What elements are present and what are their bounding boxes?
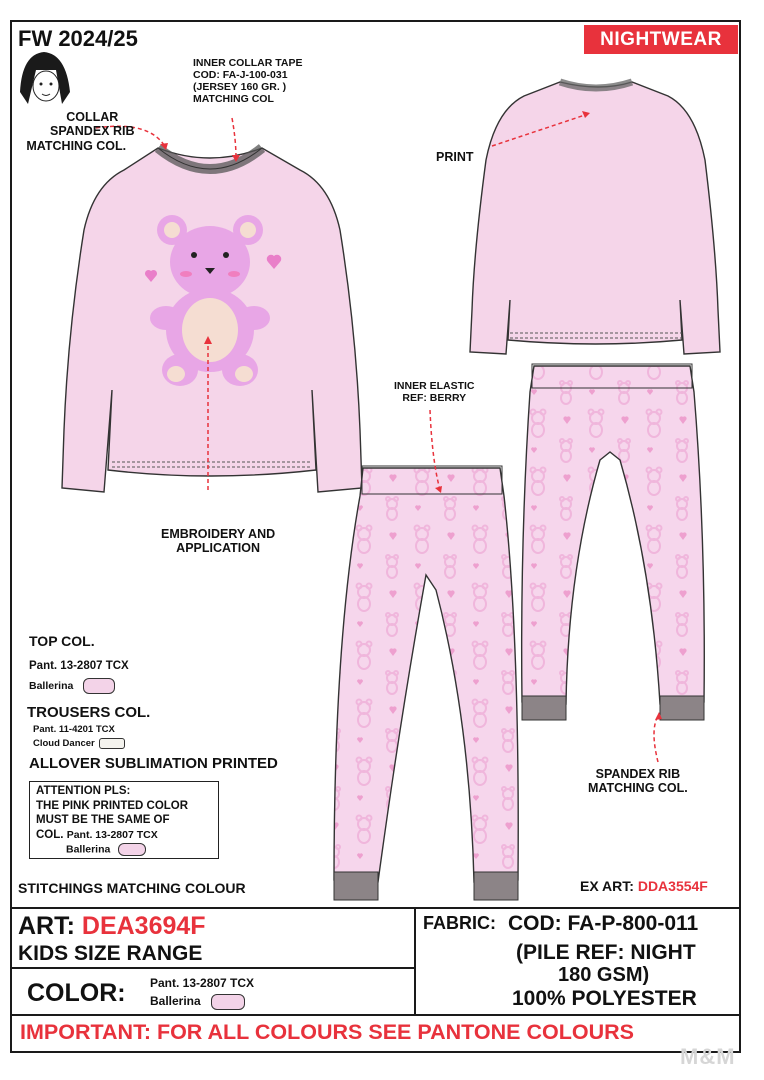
inner-tape-line-3: (JERSEY 160 GR. ) — [193, 81, 287, 94]
attention-line-2: THE PINK PRINTED COLOR — [36, 799, 189, 812]
attention-pantone: Pant. 13-2807 TCX — [66, 829, 158, 842]
fabric-label: FABRIC: — [423, 913, 496, 933]
color-name-row — [150, 994, 245, 1010]
top-color-row — [29, 678, 115, 694]
color-label: COLOR: — [27, 979, 126, 1007]
attention-swatch — [118, 843, 146, 856]
collar-callout — [26, 110, 135, 153]
trousers-color-row — [33, 738, 125, 750]
inner-tape-line-1: INNER COLLAR TAPE — [193, 57, 303, 69]
back-trousers-sketch — [522, 364, 705, 720]
child-face-icon — [20, 52, 70, 104]
attention-col-prefix: COL. — [36, 829, 64, 842]
color-pantone: Pant. 13-2807 TCX — [150, 976, 255, 990]
watermark-logo: M&M — [680, 1044, 736, 1069]
trousers-pantone: Pant. 11-4201 TCX — [33, 724, 115, 735]
rib-callout — [588, 767, 688, 796]
attention-line-3: MUST BE THE SAME OF — [36, 814, 170, 827]
attention-line-4 — [36, 828, 188, 843]
rib-line-2: MATCHING COL. — [588, 781, 688, 796]
ex-art-value: DDA3554F — [637, 878, 708, 894]
fabric-line-3: 180 GSM) — [558, 964, 650, 986]
trousers-color-name: Cloud Dancer — [33, 738, 95, 750]
art-row — [18, 912, 206, 941]
embroidery-line-1: EMBROIDERY AND — [161, 527, 276, 541]
top-pantone: Pant. 13-2807 TCX — [29, 660, 129, 672]
color-name: Ballerina — [150, 994, 201, 1009]
elastic-callout — [394, 380, 475, 404]
size-range: KIDS SIZE RANGE — [18, 942, 203, 965]
embroidery-callout — [161, 527, 275, 556]
top-col-title: TOP COL. — [29, 633, 95, 649]
fabric-line-2: (PILE REF: NIGHT — [516, 941, 696, 964]
inner-tape-line-4: MATCHING COL — [193, 93, 274, 106]
stitchings-note: STITCHINGS MATCHING COLOUR — [18, 880, 246, 896]
rib-line-1: SPANDEX RIB — [595, 767, 681, 781]
art-value: DEA3694F — [81, 912, 206, 940]
collar-line-3: MATCHING COL. — [26, 138, 127, 153]
cloud-dancer-swatch — [99, 738, 125, 749]
front-trousers-sketch — [334, 466, 518, 900]
elastic-line-2: REF: BERRY — [402, 392, 467, 405]
allover-print-note: ALLOVER SUBLIMATION PRINTED — [29, 755, 278, 772]
attention-color-name: Ballerina — [66, 843, 111, 856]
trousers-col-title: TROUSERS COL. — [27, 704, 151, 721]
inner-tape-line-2: COD: FA-J-100-031 — [193, 69, 288, 82]
fabric-line-4: 100% POLYESTER — [512, 987, 697, 1010]
top-color-name: Ballerina — [29, 679, 74, 692]
print-callout: PRINT — [436, 150, 474, 164]
front-top-sketch — [62, 148, 362, 492]
ballerina-swatch — [83, 678, 115, 694]
embroidery-line-2: APPLICATION — [176, 541, 260, 556]
collar-line-1: COLLAR — [66, 110, 119, 124]
color-swatch — [211, 994, 245, 1010]
attention-text — [36, 784, 188, 857]
ex-art — [580, 878, 708, 894]
fabric-code: COD: FA-P-800-011 — [508, 912, 699, 935]
inner-tape-callout — [193, 57, 302, 105]
back-top-sketch — [470, 82, 720, 354]
collar-line-2: SPANDEX RIB — [50, 124, 135, 139]
art-colon: : — [66, 912, 75, 940]
category-badge: NIGHTWEAR — [584, 25, 738, 54]
season-label: FW 2024/25 — [18, 26, 138, 51]
ex-art-label: EX ART: — [580, 878, 634, 894]
art-label: ART — [18, 912, 67, 940]
attention-line-1: ATTENTION PLS: — [36, 785, 131, 797]
important-note: IMPORTANT: FOR ALL COLOURS SEE PANTONE COLOURS — [20, 1020, 634, 1044]
attention-line-5 — [36, 843, 188, 857]
elastic-line-1: INNER ELASTIC — [394, 380, 475, 392]
